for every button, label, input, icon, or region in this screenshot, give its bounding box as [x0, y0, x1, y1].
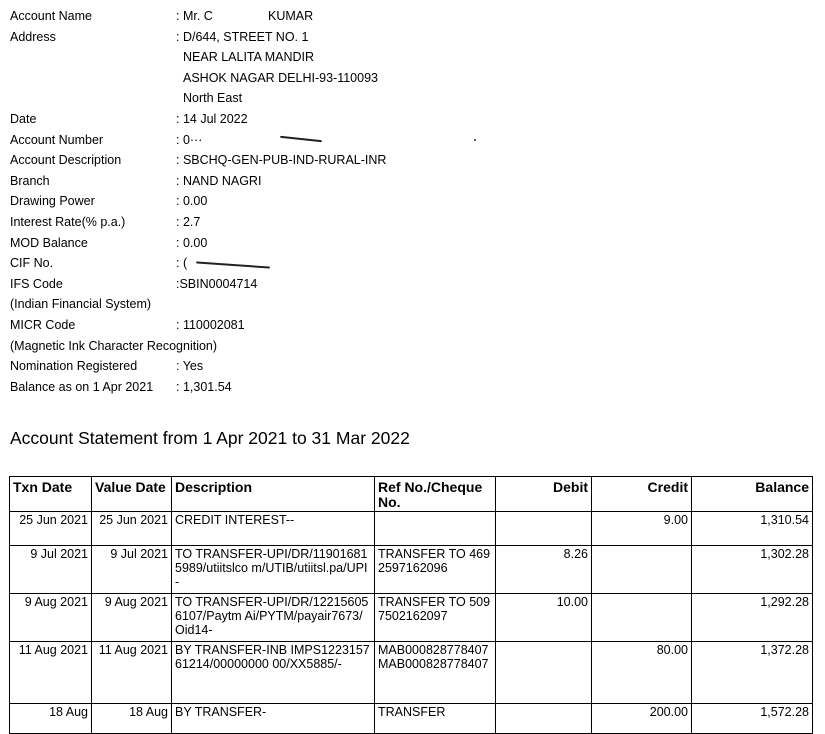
balance-cell: 1,292.28	[692, 594, 813, 642]
ifs-sub-row	[10, 294, 610, 315]
table-row	[10, 594, 813, 642]
balance-cell: 1,310.54	[692, 512, 813, 546]
cif-row	[10, 253, 610, 274]
account-description-value: : SBCHQ-GEN-PUB-IND-RURAL-INR	[176, 153, 387, 168]
nomination-label: Nomination Registered	[10, 359, 138, 374]
mod-balance-label: MOD Balance	[10, 235, 88, 250]
drawing-power-label: Drawing Power	[10, 194, 95, 209]
txn-date-cell: 9 Aug 2021	[10, 594, 92, 642]
txn-date-cell: 11 Aug 2021	[10, 642, 92, 704]
nomination-value: : Yes	[176, 359, 204, 374]
ref-cell: MAB000828778407 MAB000828778407	[375, 642, 496, 704]
credit-cell: 200.00	[592, 704, 692, 734]
address-row	[10, 27, 610, 48]
header-txn-date: Txn Date	[10, 477, 92, 512]
branch-value: : NAND NAGRI	[176, 173, 262, 188]
debit-cell	[496, 642, 592, 704]
table-row	[10, 704, 813, 734]
table-row	[10, 642, 813, 704]
branch-row	[10, 171, 610, 192]
ifs-sub-label: (Indian Financial System)	[10, 297, 152, 312]
opening-balance-row	[10, 377, 610, 398]
date-row	[10, 109, 610, 130]
address-line-4: North East	[183, 91, 243, 106]
table-row	[10, 546, 813, 594]
mod-balance-row	[10, 233, 610, 254]
mod-balance-value: : 0.00	[176, 235, 208, 250]
debit-cell: 8.26	[496, 546, 592, 594]
header-balance: Balance	[692, 477, 813, 512]
balance-cell: 1,572.28	[692, 704, 813, 734]
credit-cell	[592, 546, 692, 594]
account-description-row	[10, 150, 610, 171]
opening-balance-value: : 1,301.54	[176, 379, 232, 394]
ref-cell: TRANSFER	[375, 704, 496, 734]
address-label: Address	[10, 29, 56, 44]
balance-cell: 1,302.28	[692, 546, 813, 594]
account-name-prefix: : Mr. С	[176, 9, 213, 23]
interest-rate-value: : 2.7	[176, 214, 201, 229]
debit-cell: 10.00	[496, 594, 592, 642]
description-cell: BY TRANSFER-	[172, 704, 375, 734]
account-details	[10, 6, 610, 397]
txn-date-cell: 18 Aug	[10, 704, 92, 734]
table-row	[10, 512, 813, 546]
micr-label: MICR Code	[10, 317, 76, 332]
nomination-row	[10, 356, 610, 377]
account-name-label: Account Name	[10, 9, 92, 23]
header-ref: Ref No./Cheque No.	[375, 477, 496, 512]
address-line-2: NEAR LALITA MANDIR	[183, 50, 315, 65]
micr-value: : 110002081	[176, 317, 245, 332]
drawing-power-value: : 0.00	[176, 194, 208, 209]
redaction-dot	[474, 139, 476, 141]
cif-value: : (	[176, 256, 188, 271]
address-row-2	[10, 47, 610, 68]
credit-cell: 80.00	[592, 642, 692, 704]
description-cell: TO TRANSFER-UPI/DR/119016815989/utiitslco m/UTIB/utiitsl.pa/UPI-	[172, 546, 375, 594]
ref-cell: TRANSFER TO 5097502162097	[375, 594, 496, 642]
debit-cell	[496, 704, 592, 734]
account-name-value: KUMAR	[268, 9, 314, 23]
value-date-cell: 25 Jun 2021	[92, 512, 172, 546]
redaction-mark	[280, 135, 322, 141]
value-date-cell: 9 Aug 2021	[92, 594, 172, 642]
ref-cell	[375, 512, 496, 546]
address-line-1: : D/644, STREET NO. 1	[176, 29, 309, 44]
date-label: Date	[10, 111, 37, 126]
debit-cell	[496, 512, 592, 546]
account-name-row	[10, 6, 610, 27]
account-description-label: Account Description	[10, 153, 122, 168]
micr-sub-label: (Magnetic Ink Character Recognition)	[10, 338, 218, 353]
statement-title: Account Statement from 1 Apr 2021 to 31 Mar 2022	[10, 428, 410, 448]
interest-rate-label: Interest Rate(% p.a.)	[10, 214, 126, 229]
ifs-value: :SBIN0004714	[176, 276, 258, 291]
micr-row	[10, 315, 610, 336]
drawing-power-row	[10, 191, 610, 212]
value-date-cell: 11 Aug 2021	[92, 642, 172, 704]
account-number-label: Account Number	[10, 132, 104, 147]
txn-date-cell: 25 Jun 2021	[10, 512, 92, 546]
date-value: : 14 Jul 2022	[176, 111, 248, 126]
header-debit: Debit	[496, 477, 592, 512]
address-row-3	[10, 68, 610, 89]
micr-sub-row	[10, 336, 610, 357]
description-cell: CREDIT INTEREST--	[172, 512, 375, 546]
value-date-cell: 9 Jul 2021	[92, 546, 172, 594]
balance-cell: 1,372.28	[692, 642, 813, 704]
ifs-label: IFS Code	[10, 276, 63, 291]
ifs-row	[10, 274, 610, 295]
account-number-row	[10, 130, 610, 151]
header-value-date: Value Date	[92, 477, 172, 512]
description-cell: BY TRANSFER-INB IMPS122315761214/00000000 00/XX5885/-	[172, 642, 375, 704]
interest-rate-row	[10, 212, 610, 233]
redaction-mark	[196, 262, 270, 269]
txn-date-cell: 9 Jul 2021	[10, 546, 92, 594]
account-number-value: : 0···	[176, 132, 203, 147]
address-line-3: ASHOK NAGAR DELHI-93-110093	[183, 70, 378, 85]
description-cell: TO TRANSFER-UPI/DR/122156056107/Paytm Ai/PYTM/payair7673/Oid14-	[172, 594, 375, 642]
credit-cell	[592, 594, 692, 642]
credit-cell: 9.00	[592, 512, 692, 546]
value-date-cell: 18 Aug	[92, 704, 172, 734]
branch-label: Branch	[10, 173, 50, 188]
table-header-row	[10, 477, 813, 512]
cif-label: CIF No.	[10, 256, 54, 271]
address-row-4	[10, 88, 610, 109]
ref-cell: TRANSFER TO 4692597162096	[375, 546, 496, 594]
opening-balance-label: Balance as on 1 Apr 2021	[10, 379, 154, 394]
transactions-table	[9, 476, 813, 734]
header-credit: Credit	[592, 477, 692, 512]
header-description: Description	[172, 477, 375, 512]
